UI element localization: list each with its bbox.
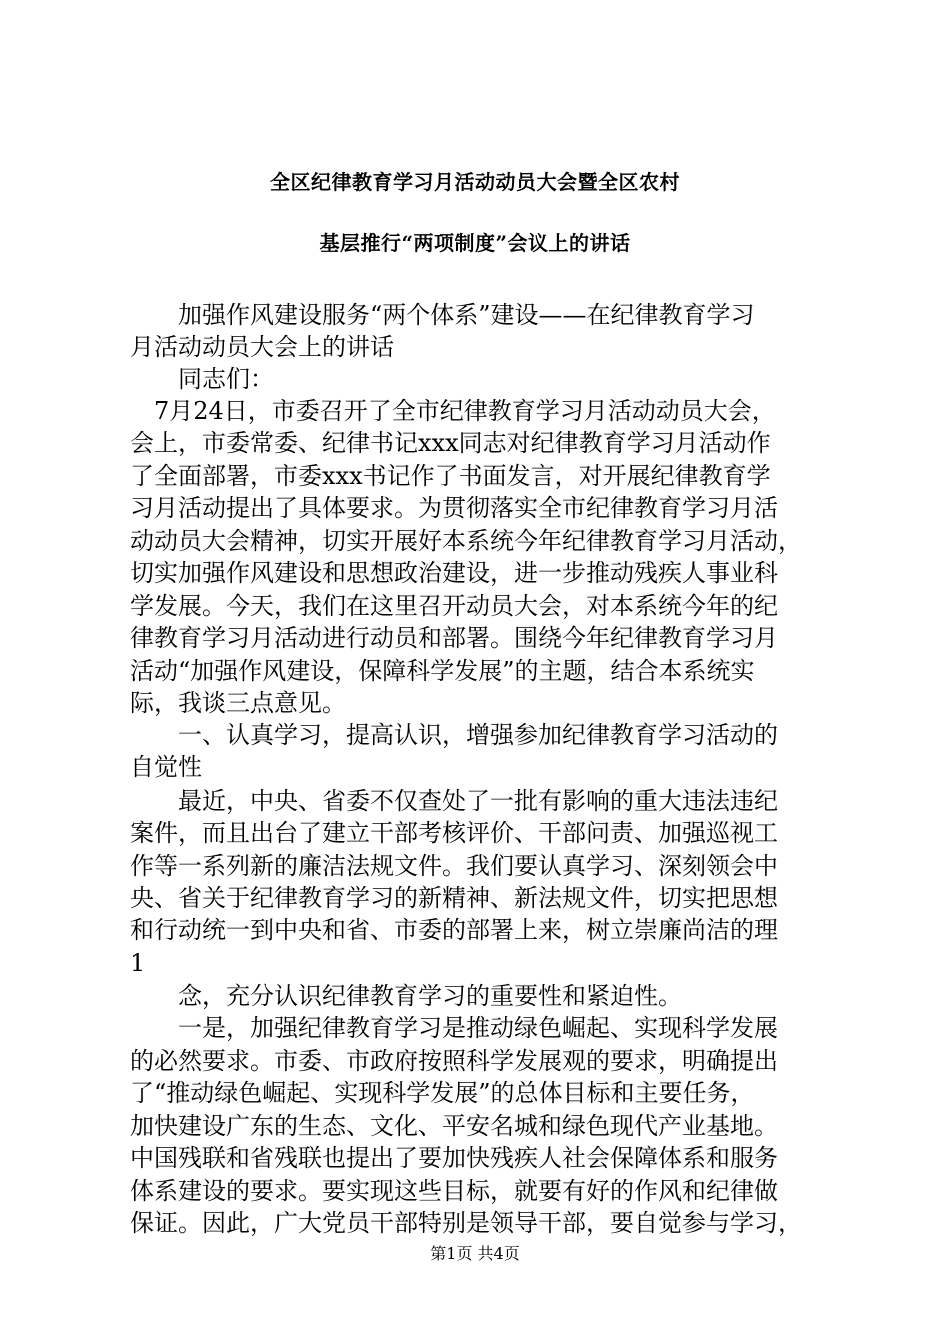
- body-line: 的必然要求。市委、市政府按照科学发展观的要求，明确提出: [130, 1047, 778, 1075]
- body-line: 加快建设广东的生态、文化、平安名城和绿色现代产业基地。: [130, 1112, 778, 1140]
- document-title-line-2: 基层推行“两项制度”会议上的讲话: [319, 231, 631, 255]
- body-line: 会上，市委常委、纪律书记xxx同志对纪律教育学习月活动作: [130, 429, 771, 457]
- document-title-line-1: 全区纪律教育学习月活动动员大会暨全区农村: [270, 170, 680, 194]
- body-line: 1: [130, 949, 146, 977]
- body-line: 和行动统一到中央和省、市委的部署上来，树立崇廉尚洁的理: [130, 916, 778, 944]
- body-line: 案件，而且出台了建立干部考核评价、干部问责、加强巡视工: [130, 819, 778, 847]
- body-line: 念，充分认识纪律教育学习的重要性和紧迫性。: [130, 982, 682, 1010]
- body-line: 了“推动绿色崛起、实现科学发展”的总体目标和主要任务，: [130, 1079, 755, 1107]
- body-line: 央、省关于纪律教育学习的新精神、新法规文件，切实把思想: [130, 884, 778, 912]
- body-line: 月活动动员大会上的讲话: [130, 333, 394, 361]
- body-line: 切实加强作风建设和思想政治建设，进一步推动残疾人事业科: [130, 559, 778, 587]
- body-line: 作等一系列新的廉洁法规文件。我们要认真学习、深刻领会中: [130, 852, 778, 880]
- body-line: 一是，加强纪律教育学习是推动绿色崛起、实现科学发展: [130, 1014, 778, 1042]
- body-line: 习月活动提出了具体要求。为贯彻落实全市纪律教育学习月活: [130, 494, 778, 522]
- body-line: 同志们：: [130, 365, 274, 393]
- body-line: 一、认真学习，提高认识，增强参加纪律教育学习活动的: [130, 721, 778, 749]
- body-line: 中国残联和省残联也提出了要加快残疾人社会保障体系和服务: [130, 1144, 778, 1172]
- body-line: 最近，中央、省委不仅查处了一批有影响的重大违法违纪: [130, 787, 778, 815]
- body-line: 学发展。今天，我们在这里召开动员大会，对本系统今年的纪: [130, 592, 778, 620]
- page-footer: 第1页 共4页: [430, 1244, 520, 1263]
- body-line: 体系建设的要求。要实现这些目标，就要有好的作风和纪律做: [130, 1177, 778, 1205]
- body-line: 保证。因此，广大党员干部特别是领导干部，要自觉参与学习，: [130, 1209, 802, 1237]
- body-line: 加强作风建设服务“两个体系”建设——在纪律教育学习: [130, 301, 755, 329]
- body-line: 7月24日，市委召开了全市纪律教育学习月活动动员大会，: [130, 397, 776, 425]
- body-line: 际，我谈三点意见。: [130, 689, 346, 717]
- body-line: 活动“加强作风建设，保障科学发展”的主题，结合本系统实: [130, 657, 755, 685]
- body-line: 了全面部署，市委xxx书记作了书面发言，对开展纪律教育学: [130, 462, 771, 490]
- body-line: 自觉性: [130, 753, 202, 781]
- body-line: 律教育学习月活动进行动员和部署。围绕今年纪律教育学习月: [130, 624, 778, 652]
- body-line: 动动员大会精神，切实开展好本系统今年纪律教育学习月活动，: [130, 527, 802, 555]
